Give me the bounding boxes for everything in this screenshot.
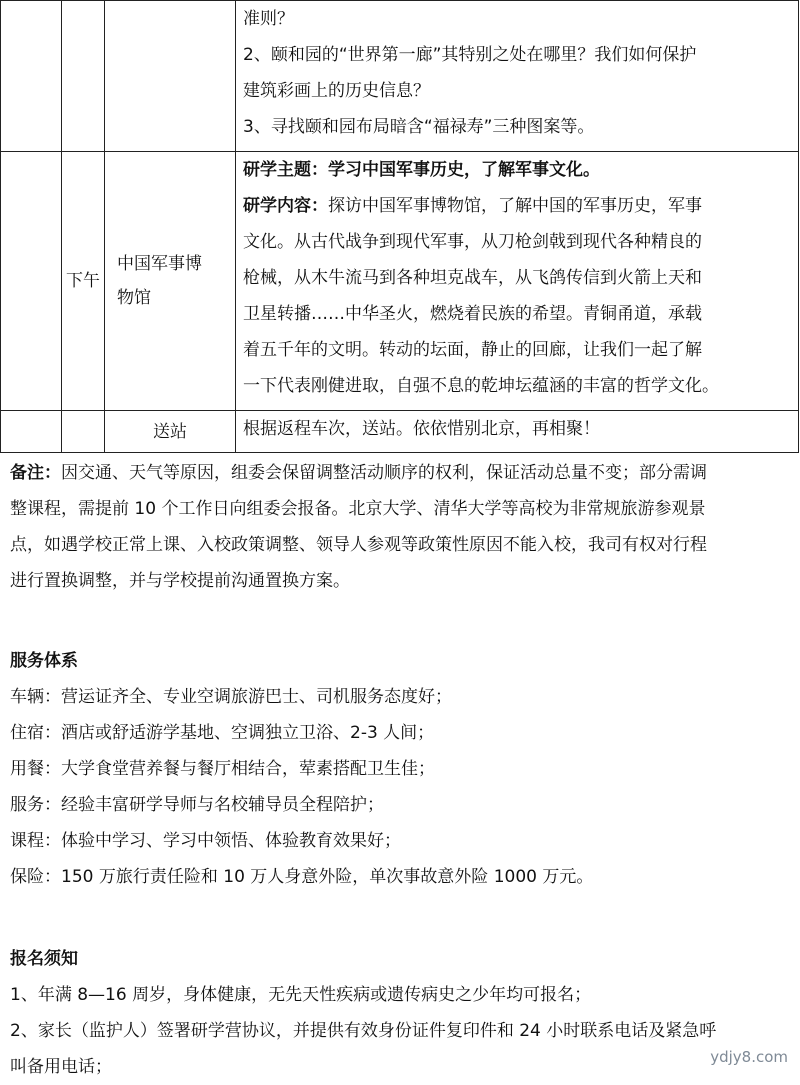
theme-text: 学习中国军事历史，了解军事文化。 — [328, 160, 600, 180]
period-cell — [62, 1, 105, 152]
table-row — [1, 1, 799, 152]
signup-section — [10, 941, 790, 1085]
content-line: 2、颐和园的“世界第一廊”其特别之处在哪里？我们如何保护 — [243, 45, 697, 65]
service-item: 课程：体验中学习、学习中领悟、体验教育效果好； — [10, 831, 401, 851]
signup-item: 2、家长（监护人）签署研学营协议，并提供有效身份证件复印件和 24 小时联系电话及紧急呼 — [10, 1021, 717, 1041]
table-row — [1, 411, 799, 453]
service-item: 用餐：大学食堂营养餐与餐厅相结合，荤素搭配卫生佳； — [10, 759, 435, 779]
content-cell — [236, 1, 799, 152]
note-section — [10, 455, 790, 599]
content-line: 着五千年的文明。转动的坛面，静止的回廊，让我们一起了解 — [243, 340, 702, 360]
place-line: 物馆 — [117, 288, 151, 308]
note-line: 整课程，需提前 10 个工作日向组委会报备。北京大学、清华大学等高校为非常规旅游参观景 — [10, 499, 706, 519]
content-cell: 根据返程车次，送站。依依惜别北京，再相聚！ — [236, 411, 799, 453]
content-line: 枪械，从木牛流马到各种坦克战车，从飞鸽传信到火箭上天和 — [243, 268, 702, 288]
itinerary-table — [0, 0, 799, 453]
content-line: 卫星转播……中华圣火，燃烧着民族的希望。青铜甬道，承载 — [243, 304, 702, 324]
theme-line — [243, 152, 791, 188]
place-line: 中国军事博 — [117, 254, 202, 274]
content-line — [243, 188, 791, 224]
content-line: 建筑彩画上的历史信息？ — [243, 81, 430, 101]
content-label: 研学内容： — [243, 196, 328, 216]
note-line: 进行置换调整，并与学校提前沟通置换方案。 — [10, 571, 350, 591]
content-text: 探访中国军事博物馆，了解中国的军事历史，军事 — [328, 196, 702, 216]
note-text: 因交通、天气等原因，组委会保留调整活动顺序的权利，保证活动总量不变；部分需调 — [61, 463, 707, 483]
signup-title: 报名须知 — [10, 949, 78, 969]
period-cell: 下午 — [62, 152, 105, 411]
signup-item: 1、年满 8—16 周岁，身体健康，无先天性疾病或遗传病史之少年均可报名； — [10, 985, 592, 1005]
content-cell — [236, 152, 799, 411]
note-label: 备注： — [10, 463, 61, 483]
service-title: 服务体系 — [10, 651, 78, 671]
content-line: 准则？ — [243, 9, 294, 29]
service-item: 住宿：酒店或舒适游学基地、空调独立卫浴、2-3 人间； — [10, 723, 435, 743]
service-item: 车辆：营运证齐全、专业空调旅游巴士、司机服务态度好； — [10, 687, 452, 707]
theme-label: 研学主题： — [243, 160, 328, 180]
service-item: 服务：经验丰富研学导师与名校辅导员全程陪护； — [10, 795, 384, 815]
period-cell — [62, 411, 105, 453]
content-line: 3、寻找颐和园布局暗含“福禄寿”三种图案等。 — [243, 117, 595, 137]
service-item: 保险：150 万旅行责任险和 10 万人身意外险，单次事故意外险 1000 万元。 — [10, 867, 594, 887]
place-cell — [105, 152, 236, 411]
signup-item: 叫备用电话； — [10, 1057, 112, 1077]
place-cell: 送站 — [105, 411, 236, 453]
watermark: ydjy8.com — [710, 1048, 788, 1066]
day-cell — [1, 411, 62, 453]
day-cell — [1, 152, 62, 411]
content-line: 一下代表刚健进取，自强不息的乾坤坛蕴涵的丰富的哲学文化。 — [243, 376, 719, 396]
service-section — [10, 643, 790, 895]
content-line: 文化。从古代战争到现代军事，从刀枪剑戟到现代各种精良的 — [243, 232, 702, 252]
place-cell — [105, 1, 236, 152]
note-line: 点，如遇学校正常上课、入校政策调整、领导人参观等政策性原因不能入校，我司有权对行程 — [10, 535, 707, 555]
day-cell — [1, 1, 62, 152]
note-line — [10, 455, 790, 491]
table-row — [1, 152, 799, 411]
